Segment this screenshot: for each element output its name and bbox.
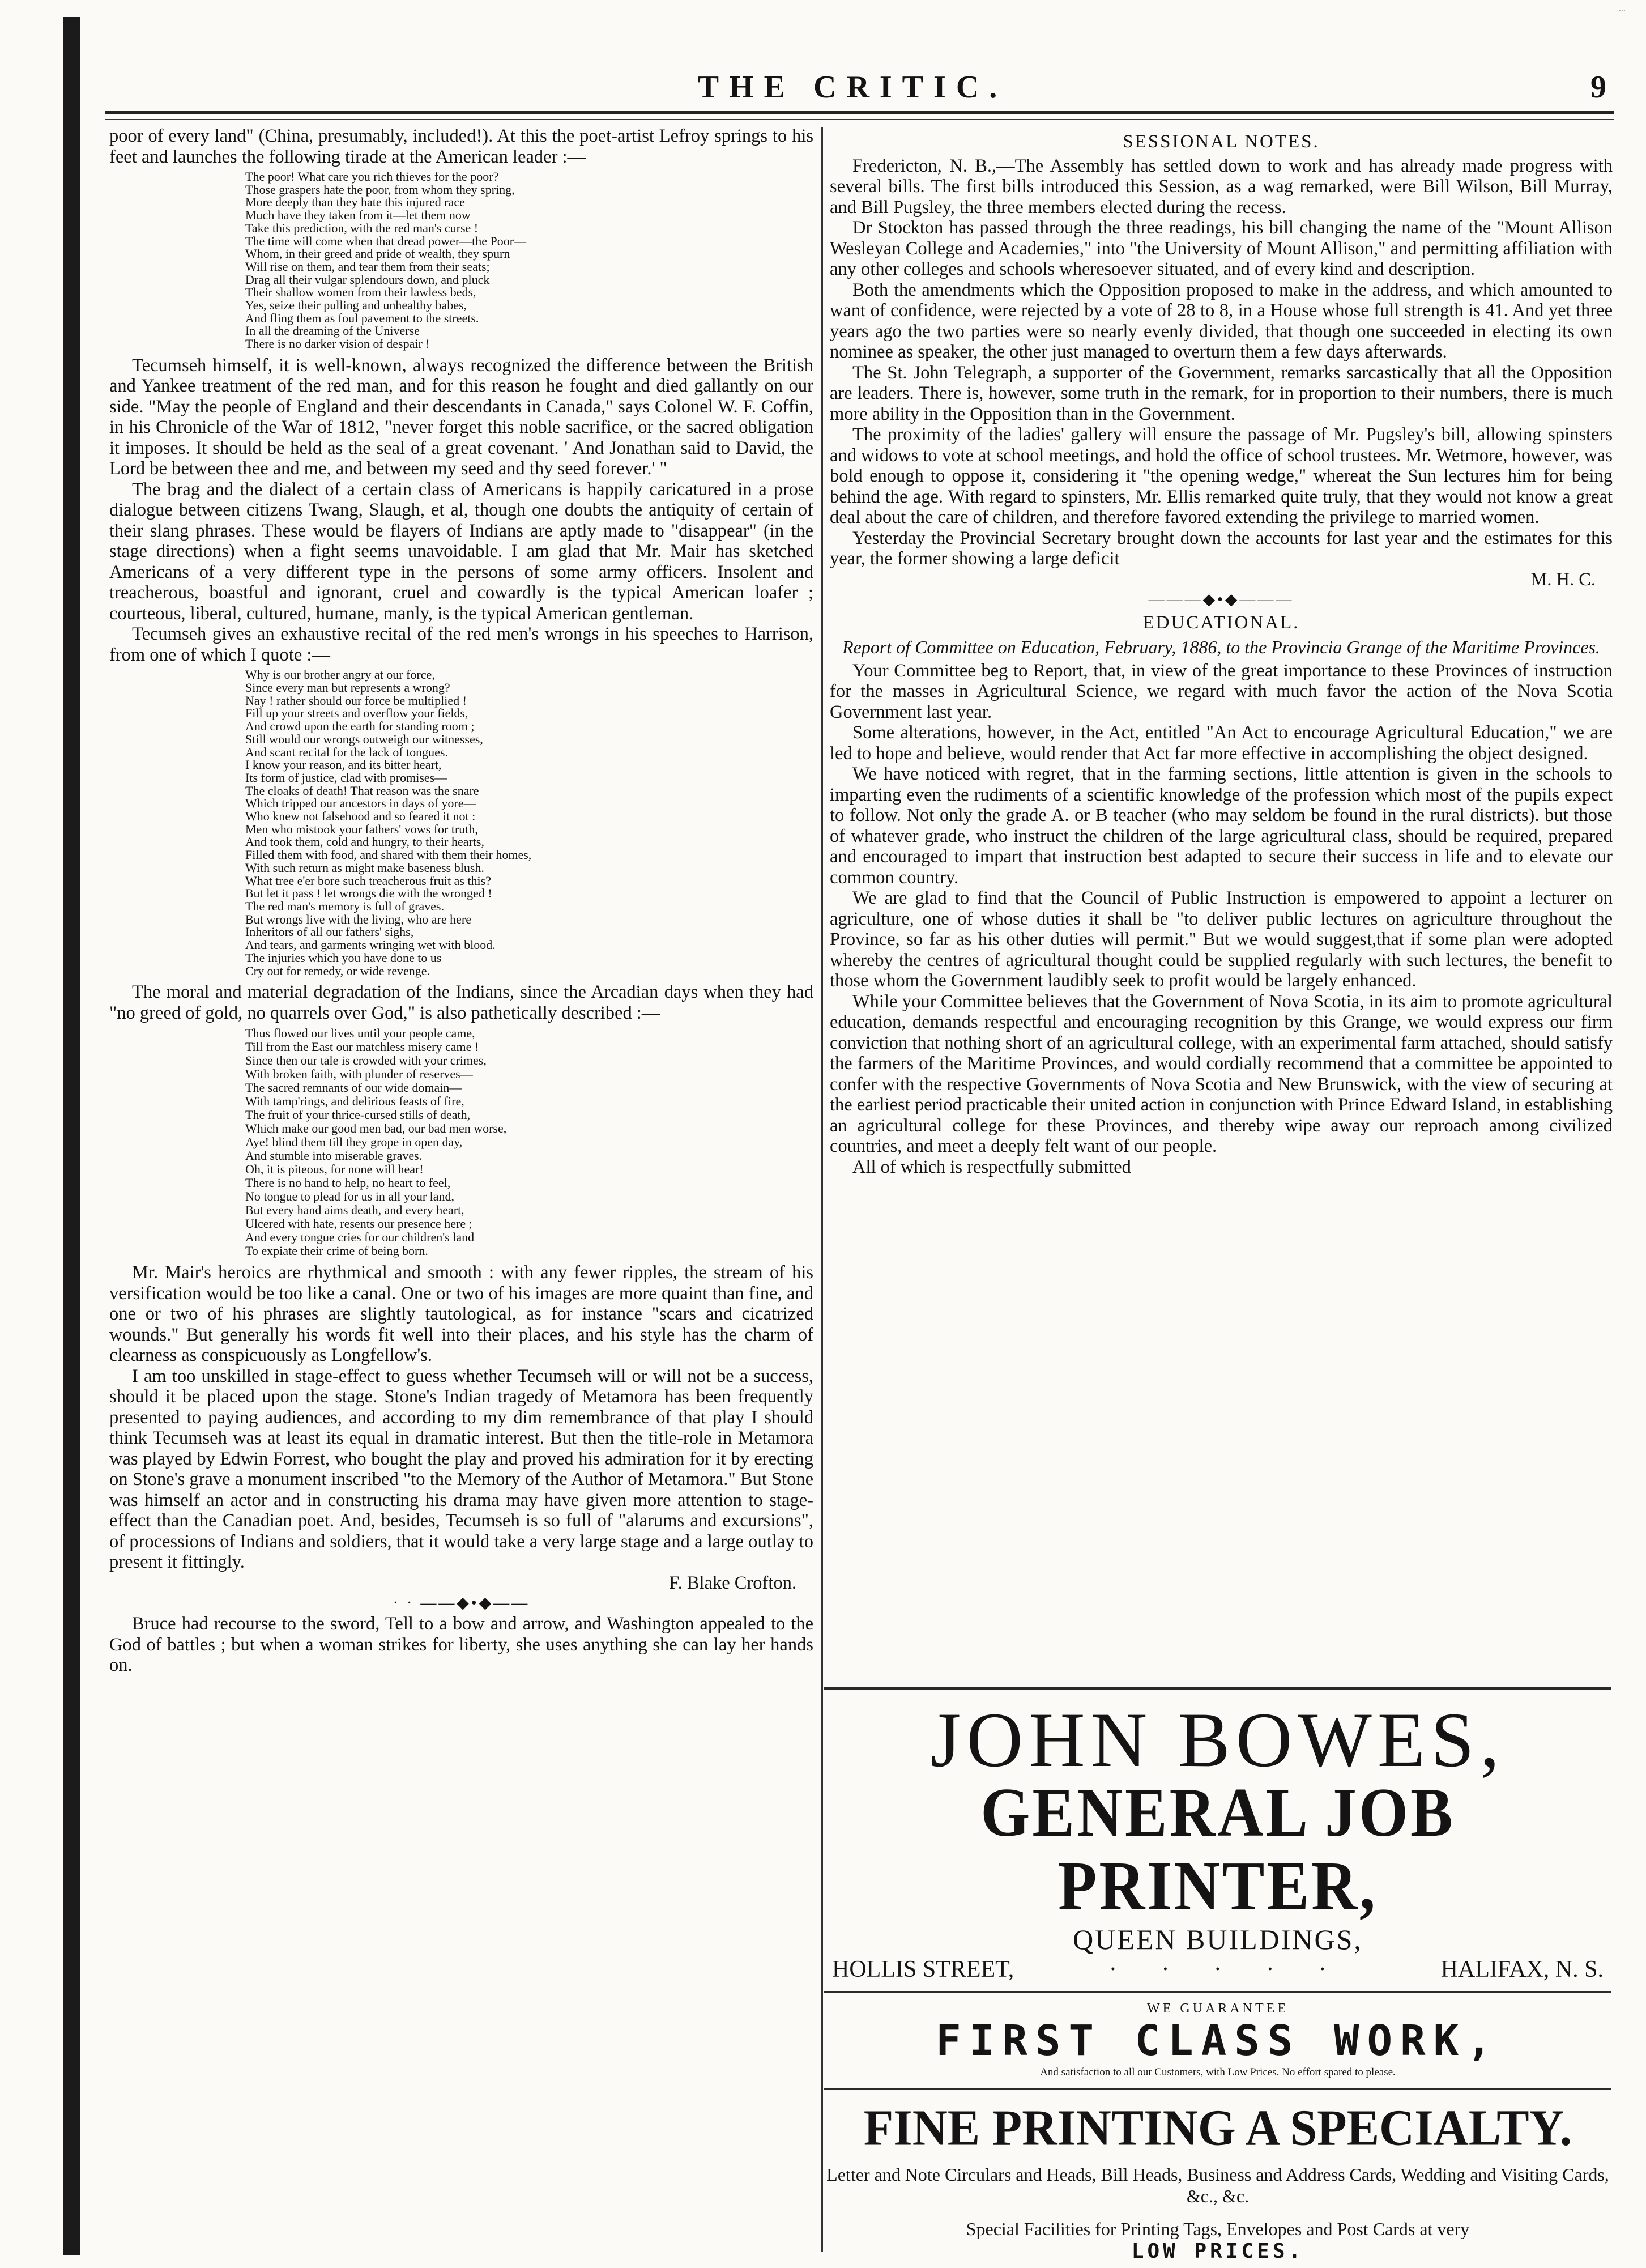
poem-line: Nay ! rather should our force be multiplied ! bbox=[245, 693, 467, 708]
poem-line: Much have they taken from it—let them now bbox=[245, 208, 471, 223]
ad-low-prices: LOW PRICES. bbox=[1131, 2240, 1304, 2263]
poem-line: Cry out for remedy, or wide revenge. bbox=[245, 963, 430, 978]
paragraph: I am too unskilled in stage-effect to guess whether Tecumseh will or will not be a success, should it be placed upon the stage. Stone's Indian tragedy of Metamora has been frequently presented to paying audiences, and according to my dim remembrance of that play I should think Tecumseh was at least its equal in dramatic interest. But then the title-role in Metamora was played by Edwin Forrest, who bought the play and proved his admiration for it by erecting on Stone's grave a monument inscribed "to the Memory of the Author of Metamora." But Stone was himself an actor and in constructing his drama may have given more attention to stage-effect than the Canadian poet. And, besides, Tecumseh is so full of "alarums and excursions", of processions of Indians and soldiers, that it would take a very large stage and a large outlay to present it fittingly. bbox=[109, 1365, 813, 1573]
poem-line: With broken faith, with plunder of reserves— bbox=[245, 1067, 473, 1082]
poem-quote bbox=[109, 1027, 813, 1258]
header-rule-bottom bbox=[105, 119, 1614, 120]
poem-line: Since every man but represents a wrong? bbox=[245, 680, 450, 695]
poem-line: I know your reason, and its bitter heart, bbox=[245, 758, 442, 772]
poem-line: Will rise on them, and tear them from their seats; bbox=[245, 259, 490, 274]
paragraph: poor of every land" (China, presumably, included!). At this the poet-artist Lefroy springs to his feet and launches the following tirade at the American leader :— bbox=[109, 126, 813, 167]
poem-quote bbox=[109, 171, 813, 351]
poem-line: The poor! What care you rich thieves for the poor? bbox=[245, 169, 499, 184]
paragraph: Your Committee beg to Report, that, in view of the great importance to these Provinces of instruction for the masses in Agricultural Science, we regard with much favor the action of the Nova Scotia Government last year. bbox=[830, 660, 1613, 722]
section-heading-sessional: SESSIONAL NOTES. bbox=[1123, 131, 1320, 152]
poem-line: Ulcered with hate, resents our presence here ; bbox=[245, 1216, 472, 1231]
ad-trade: GENERAL JOB PRINTER, bbox=[980, 1773, 1455, 1925]
ad-business-name: JOHN BOWES, bbox=[930, 1696, 1506, 1783]
ad-leader-dots: · · · · · bbox=[1108, 1956, 1346, 1982]
paragraph: We have noticed with regret, that in the farming sections, little attention is given in the schools to imparting even the rudiments of a scientific knowledge of the profession which most of the pupils expect to follow. Not only the grade A. or B teacher (who may seldom be found in the rural districts). but those of whatever grade, who instruct the children of the large agricultural class, should be required, prepared and encouraged to impart that instruction best adapted to secure their success in life and to elevate our common country. bbox=[830, 764, 1613, 888]
poem-line: There is no darker vision of despair ! bbox=[245, 337, 430, 351]
poem-line: And scant recital for the lack of tongues. bbox=[245, 744, 448, 759]
poem-line: Thus flowed our lives until your people came, bbox=[245, 1026, 475, 1041]
poem-line: The red man's memory is full of graves. bbox=[245, 899, 444, 913]
corner-mark: ... bbox=[1619, 3, 1626, 13]
header-rule-top bbox=[105, 111, 1614, 114]
poem-line: Which make our good men bad, our bad men worse, bbox=[245, 1121, 507, 1136]
paragraph: The St. John Telegraph, a supporter of the Government, remarks sarcastically that all the Opposition are leaders. There is, however, some truth in the remark, for in proportion to their numbers, there is much more ability in the Opposition than in the Government. bbox=[830, 362, 1613, 424]
section-separator: ———◆•◆——— bbox=[1148, 591, 1294, 609]
printer-advertisement bbox=[824, 1687, 1611, 2263]
poem-line: The fruit of your thrice-cursed stills of death, bbox=[245, 1108, 471, 1122]
poem-line: Filled them with food, and shared with them their homes, bbox=[245, 848, 532, 862]
poem-line: Men who mistook your fathers' vows for truth, bbox=[245, 822, 478, 836]
poem-line: Inheritors of all our fathers' sighs, bbox=[245, 925, 414, 939]
ad-street: HOLLIS STREET, bbox=[832, 1956, 1014, 1982]
poem-line: Still would our wrongs outweigh our witnesses, bbox=[245, 731, 483, 746]
poem-line: Those graspers hate the poor, from whom they spring, bbox=[245, 182, 515, 197]
poem-line: And every tongue cries for our children's land bbox=[245, 1230, 475, 1245]
poem-line: The time will come when that dread power—the Poor— bbox=[245, 233, 527, 248]
paragraph: Tecumseh gives an exhaustive recital of the red men's wrongs in his speeches to Harrison, from one of which I quote :— bbox=[109, 624, 813, 665]
poem-line: And tears, and garments wringing wet with blood. bbox=[245, 938, 496, 952]
poem-line: No tongue to plead for us in all your land, bbox=[245, 1189, 455, 1204]
column-divider bbox=[821, 127, 823, 2252]
poem-line: Drag all their vulgar splendours down, and pluck bbox=[245, 272, 490, 287]
ad-rule-top bbox=[824, 1687, 1611, 1690]
ad-city: HALIFAX, N. S. bbox=[1440, 1956, 1604, 1982]
ad-fine-printing: FINE PRINTING A SPECIALTY. bbox=[863, 2099, 1572, 2156]
poem-line: And took them, cold and hungry, to their hearts, bbox=[245, 835, 484, 849]
poem-line: Its form of justice, clad with promises— bbox=[245, 770, 447, 785]
poem-line: What tree e'er bore such treacherous fruit as this? bbox=[245, 873, 491, 888]
ad-satisfaction: And satisfaction to all our Customers, with Low Prices. No effort spared to please. bbox=[1040, 2066, 1396, 2078]
section-heading-educational: EDUCATIONAL. bbox=[1142, 612, 1300, 633]
poem-line: And stumble into miserable graves. bbox=[245, 1148, 423, 1163]
ad-first-class: FIRST CLASS WORK, bbox=[936, 2016, 1500, 2065]
page-binding-edge bbox=[63, 17, 80, 2255]
author-signature: F. Blake Crofton. bbox=[669, 1572, 796, 1593]
poem-line: In all the dreaming of the Universe bbox=[245, 324, 420, 338]
poem-line: Since then our tale is crowded with your crimes, bbox=[245, 1053, 487, 1068]
poem-line: Fill up your streets and overflow your fields, bbox=[245, 706, 468, 721]
paragraph: The proximity of the ladies' gallery will ensure the passage of Mr. Pugsley's bill, allowing spinsters and widows to vote at school meetings, and hold the office of school trustees. Mr. Wetmore, however, was bold enough to oppose it, considering it "the opening wedge," whereat the Sun lectures him for being behind the age. With regard to spinsters, Mr. Ellis remarked quite truly, that they would not know a great deal about the care of children, and therefore favored extending the privilege to married women. bbox=[830, 424, 1613, 527]
poem-line: Aye! blind them till they grope in open day, bbox=[245, 1135, 463, 1150]
poem-line: Who knew not falsehood and so feared it not : bbox=[245, 809, 476, 824]
paragraph: The brag and the dialect of a certain class of Americans is happily caricatured in a prose dialogue between citizens Twang, Slaugh, et al, though one doubts the antiquity of certain of their slang phrases. These would be flayers of Indians are aptly made to "disappear" (in the stage directions) when a fight seems unavoidable. I am glad that Mr. Mair has sketched Americans of a very different type in the persons of some army officers. Insolent and treacherous, boastful and ignorant, cruel and cowardly is the typical American loafer ; courteous, liberal, cultured, humane, manly, is the typical American gentleman. bbox=[109, 479, 813, 624]
paragraph: Tecumseh himself, it is well-known, always recognized the difference between the British and Yankee treatment of the red man, and for this reason he fought and died gallantly on our side. "May the people of England and their descendants in Canada," says Colonel W. F. Coffin, in his Chronicle of the War of 1812, "never forget this noble sacrifice, or the sacred obligation it imposes. It should be held as the seal of a great covenant. ' And Jonathan said to David, the Lord be between thee and me, and between my seed and thy seed forever.' " bbox=[109, 355, 813, 479]
poem-line: To expiate their crime of being born. bbox=[245, 1244, 428, 1258]
paragraph: Dr Stockton has passed through the three readings, his bill changing the name of the "Mount Allison Wesleyan College and Academies," into "the University of Mount Allison," and permitting affiliation with any other colleges and schools wheresoever situated, and of every kind and description. bbox=[830, 218, 1613, 279]
poem-line: The sacred remnants of our wide domain— bbox=[245, 1080, 462, 1095]
paragraph: We are glad to find that the Council of Public Instruction is empowered to appoint a lecturer on agriculture, one of whose duties it shall be "to deliver public lectures on agriculture throughout the Province, so far as his other duties will permit." But we would suggest,that if some plan were adopted whereby the centres of agricultural thought could be supplied regularly with such lectures, the benefit to those whom the Government laudibly seek to profit would be largely enhanced. bbox=[830, 888, 1613, 991]
ad-rule bbox=[824, 2088, 1611, 2090]
poem-line: Their shallow women from their lawless beds, bbox=[245, 285, 476, 300]
section-separator: · · ——◆•◆—— bbox=[393, 1594, 530, 1612]
poem-line: And crowd upon the earth for standing room ; bbox=[245, 719, 475, 734]
right-column bbox=[830, 129, 1613, 1177]
poem-line: But wrongs live with the living, who are here bbox=[245, 912, 471, 926]
paragraph: Some alterations, however, in the Act, entitled "An Act to encourage Agricultural Education," we are led to hope and believe, would render that Act far more effective in accomplishing the object designed. bbox=[830, 722, 1613, 764]
poem-line: Oh, it is piteous, for none will hear! bbox=[245, 1162, 424, 1177]
ad-rule bbox=[824, 1991, 1611, 1993]
paragraph: Fredericton, N. B.,—The Assembly has settled down to work and has already made progress with several bills. The first bills introduced this Session, as a wag remarked, were Bill Wilson, Bill Murray, and Bill Pugsley, the three members elected during the recess. bbox=[830, 155, 1613, 218]
poem-line: The injuries which you have done to us bbox=[245, 950, 442, 965]
page-header bbox=[91, 69, 1614, 109]
poem-line: And fling them as foul pavement to the streets. bbox=[245, 310, 479, 325]
ad-guarantee: WE GUARANTEE bbox=[1147, 2001, 1289, 2016]
paragraph: Both the amendments which the Opposition proposed to make in the address, and which amounted to want of confidence, were rejected by a vote of 28 to 8, in a House whose full strength is 41. And yet three years ago the two parties were so nearly evenly divided, that though one succeeded in electing its own nominee as speaker, the other just managed to overturn them a few days afterwards. bbox=[830, 279, 1613, 362]
poem-line: But every hand aims death, and every heart, bbox=[245, 1203, 464, 1218]
ad-address-line bbox=[824, 1956, 1611, 1983]
poem-line: Take this prediction, with the red man's curse ! bbox=[245, 220, 479, 235]
poem-line: There is no hand to help, no heart to feel, bbox=[245, 1176, 451, 1190]
poem-line: Yes, seize their pulling and unhealthy babes, bbox=[245, 298, 467, 313]
author-signature: M. H. C. bbox=[1530, 569, 1596, 590]
poem-line: With tamp'rings, and delirious feasts of fire, bbox=[245, 1094, 464, 1109]
left-column bbox=[109, 126, 813, 1676]
poem-line: But let it pass ! let wrongs die with the wronged ! bbox=[245, 886, 492, 901]
ad-letter-line: Letter and Note Circulars and Heads, Bill Heads, Business and Address Cards, Wedding and Visiting Cards, &c., &c. bbox=[826, 2164, 1609, 2206]
poem-quote bbox=[109, 669, 813, 977]
paragraph: All of which is respectfully submitted bbox=[852, 1156, 1131, 1177]
ad-building: QUEEN BUILDINGS, bbox=[1073, 1924, 1363, 1955]
paragraph: Yesterday the Provincial Secretary brought down the accounts for last year and the estimates for this year, the former showing a large deficit bbox=[830, 527, 1613, 569]
paragraph: Mr. Mair's heroics are rhythmical and smooth : with any fewer ripples, the stream of his versification would be too like a canal. One or two of his images are more quaint than fine, and one or two of his phrases are slightly tautological, as for instance "scars and cicatrized wounds." But generally his words fit well into their places, and his style has the charm of clearness as conspicuously as Longfellow's. bbox=[109, 1262, 813, 1366]
poem-line: More deeply than they hate this injured race bbox=[245, 195, 465, 210]
paragraph: The moral and material degradation of the Indians, since the Arcadian days when they had "no greed of gold, no quarrels over God," is also pathetically described :— bbox=[109, 982, 813, 1023]
poem-line: Why is our brother angry at our force, bbox=[245, 667, 435, 682]
poem-line: With such return as might make baseness blush. bbox=[245, 860, 484, 875]
poem-line: Which tripped our ancestors in days of yore— bbox=[245, 796, 476, 811]
paragraph: While your Committee believes that the Government of Nova Scotia, in its aim to promote agricultural education, demands respectful and encouraging recognition by this Grange, we would express our firm conviction that nothing short of an agricultural college, with an experimental farm attached, should satisfy the farmers of the Maritime Provinces, and would cordially recommend that a committee be appointed to confer with the respective Governments of Nova Scotia and New Brunswick, with the view of securing at the earliest period practicable their united action in conjunction with Prince Edward Island, in establishing an agricultural college for these Provinces, and thereby wipe away our reproach among civilized countries, and meet a deeply felt want of our people. bbox=[830, 991, 1613, 1156]
masthead-title: THE CRITIC. bbox=[697, 70, 1008, 105]
poem-line: Till from the East our matchless misery came ! bbox=[245, 1040, 479, 1054]
paragraph: Bruce had recourse to the sword, Tell to a bow and arrow, and Washington appealed to the God of battles ; but when a woman strikes for liberty, she uses anything she can lay her hands on. bbox=[109, 1614, 813, 1676]
report-subheading: Report of Committee on Education, February, 1886, to the Provincia Grange of the Maritime Provinces. bbox=[842, 636, 1600, 657]
poem-line: Whom, in their greed and pride of wealth, they spurn bbox=[245, 246, 510, 261]
poem-line: The cloaks of death! That reason was the snare bbox=[245, 783, 479, 798]
ad-special-line: Special Facilities for Printing Tags, Envelopes and Post Cards at very bbox=[966, 2219, 1470, 2239]
page-number: 9 bbox=[1590, 70, 1606, 105]
